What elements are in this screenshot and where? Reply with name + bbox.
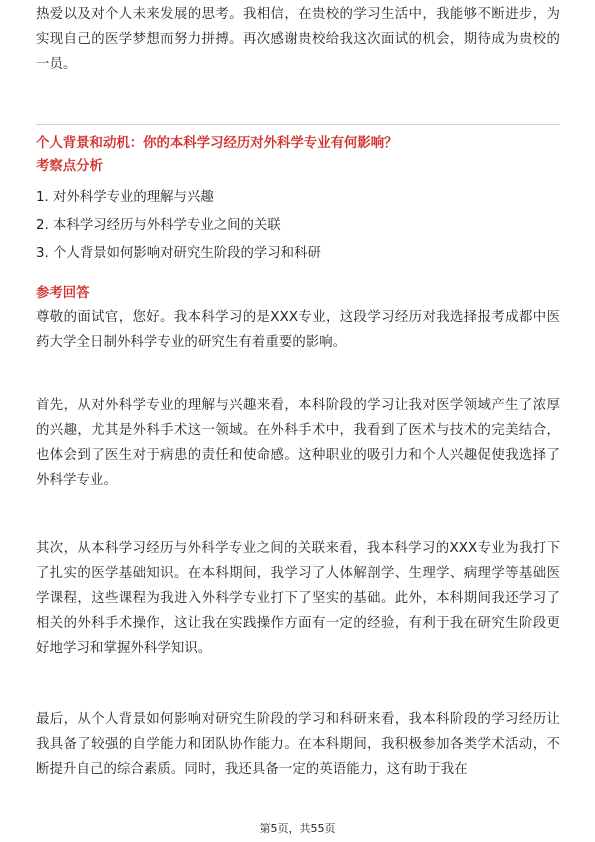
- answer-paragraph-3: 其次，从本科学习经历与外科学专业之间的关联来看，我本科学习的XXX专业为我打下了扎实的医学基础知识。在本科期间，我学习了人体解剖学、生理学、病理学等基础医学课程，这些课程为我进入外科学专业打下了坚实的基础。此外，本科期间我还学习了相关的外科手术操作，这让我在实践操作方面有一定的经验，有利于我在研究生阶段更好地学习和掌握外科学知识。: [36, 541, 560, 656]
- list-item: 3. 个人背景如何影响对研究生阶段的学习和科研: [36, 246, 321, 261]
- page-footer: 第5页，共55页: [259, 822, 336, 835]
- answer-paragraph-1: 尊敬的面试官，您好。我本科学习的是XXX专业，这段学习经历对我选择报考成都中医药大学全日制外科学专业的研究生有着重要的影响。: [36, 310, 560, 350]
- analysis-list: [36, 184, 560, 268]
- list-item: 2. 本科学习经历与外科学专业之间的关联: [36, 218, 281, 233]
- answer-paragraph-4: 最后，从个人背景如何影响对研究生阶段的学习和科研来看，我本科阶段的学习经历让我具备了较强的自学能力和团队协作能力。在本科期间，我积极参加各类学术活动，不断提升自己的综合素质。同时，我还具备一定的英语能力，这有助于我在: [36, 712, 560, 777]
- analysis-title: 考察点分析: [36, 159, 103, 174]
- answer-paragraph-2: 首先，从对外科学专业的理解与兴趣来看，本科阶段的学习让我对医学领域产生了浓厚的兴趣，尤其是外科手术这一领域。在外科手术中，我看到了医术与技术的完美结合，也体会到了医生对于病患的责任和使命感。这种职业的吸引力和个人兴趣促使我选择了外科学专业。: [36, 398, 560, 488]
- list-item: 1. 对外科学专业的理解与兴趣: [36, 190, 214, 205]
- section-divider: [36, 124, 560, 125]
- question-heading: 个人背景和动机：你的本科学习经历对外科学专业有何影响？: [36, 136, 398, 151]
- intro-paragraph: 热爱以及对个人未来发展的思考。我相信，在贵校的学习生活中，我能够不断进步，为实现自己的医学梦想而努力拼搏。再次感谢贵校给我这次面试的机会，期待成为贵校的一员。: [36, 7, 560, 72]
- answer-title: 参考回答: [36, 286, 90, 301]
